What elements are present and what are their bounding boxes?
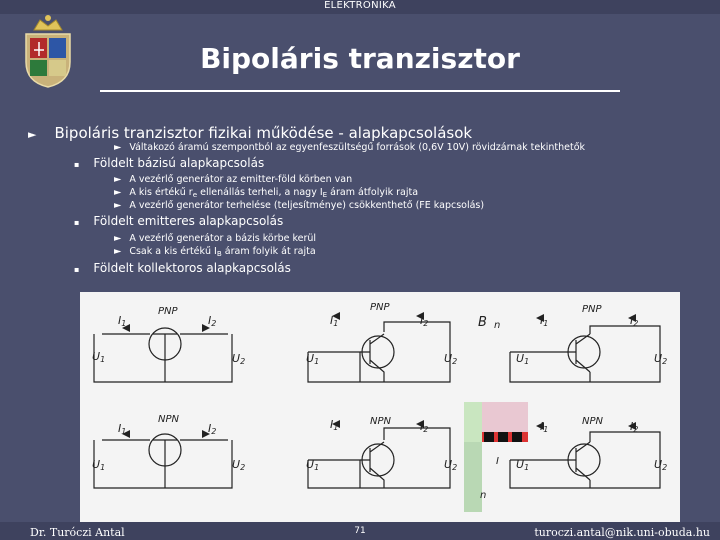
u1-label: U	[92, 458, 101, 471]
subscript: 2	[662, 357, 668, 366]
subscript: 2	[662, 463, 668, 472]
i2-label: I	[630, 314, 634, 327]
square-bullet-icon: ▪	[74, 265, 80, 274]
base-config-label: Földelt bázisú alapkapcsolás	[93, 156, 265, 170]
u2-label: U	[232, 352, 241, 365]
arrow-bullet-icon: ►	[114, 174, 122, 185]
subscript: B	[216, 249, 222, 258]
base-item-text: A vezérlő generátor terhelése (teljesítménye) csökkenthető (FE kapcsolás)	[129, 200, 485, 211]
u1-label: U	[516, 458, 525, 471]
subscript: 1	[100, 355, 106, 364]
i2-label: I	[630, 420, 634, 433]
u1-label: U	[92, 350, 101, 363]
author: Dr. Turóczi Antal	[30, 526, 125, 539]
note-bullet	[114, 142, 585, 153]
subscript: 2	[423, 425, 429, 434]
collector-config-label: Földelt kollektoros alapkapcsolás	[93, 261, 291, 275]
base-item-text: A vezérlő generátor az emitter-föld körben van	[129, 174, 353, 185]
base-item-text: A kis értékű r	[129, 187, 193, 198]
subscript: 1	[543, 319, 549, 328]
u2-label: U	[654, 352, 663, 365]
i2-label: I	[208, 314, 212, 327]
subscript: 2	[452, 357, 458, 366]
contact-block	[512, 432, 522, 442]
main-bullet-text: Bipoláris tranzisztor fizikai működése - alapkapcsolások	[54, 124, 473, 142]
emitter-item-2	[114, 246, 316, 258]
subscript: 1	[524, 357, 530, 366]
i1-label: I	[118, 314, 122, 327]
i1-label: I	[540, 420, 544, 433]
subscript: 2	[423, 319, 429, 328]
subscript: 2	[633, 425, 639, 434]
emitter-item-text: áram folyik át rajta	[221, 246, 316, 257]
contact-email[interactable]: turoczi.antal@nik.uni-obuda.hu	[534, 526, 710, 539]
u2-label: U	[444, 458, 453, 471]
university-crest-icon	[20, 12, 76, 88]
i1-label: I	[540, 314, 544, 327]
contact-block	[498, 432, 508, 442]
subscript: 1	[121, 319, 127, 328]
subscript: 2	[633, 319, 639, 328]
base-config-bullet	[74, 156, 264, 170]
base-item-text: áram átfolyik rajta	[327, 187, 419, 198]
subscript: 2	[452, 463, 458, 472]
i2-label: I	[208, 422, 212, 435]
arrow-bullet-icon: ►	[114, 187, 122, 198]
arrow-bullet-icon: ►	[114, 246, 122, 257]
i2-label: I	[420, 314, 424, 327]
pnp-label: PNP	[158, 306, 178, 317]
subscript: 2	[211, 427, 217, 436]
circuit-diagrams	[80, 292, 680, 522]
substrate-region	[464, 442, 482, 512]
page-number: 71	[354, 526, 366, 536]
subscript: E	[322, 190, 328, 199]
n-label: n	[480, 490, 487, 501]
arrow-bullet-icon: ►	[114, 233, 122, 244]
base-item-1	[114, 174, 352, 185]
subscript: 1	[314, 463, 320, 472]
base-item-text: ellenállás terheli, a nagy I	[197, 187, 323, 198]
square-bullet-icon: ▪	[74, 160, 80, 169]
npn-label: NPN	[582, 416, 603, 427]
i2-label: I	[420, 420, 424, 433]
arrow-bullet-icon: ►	[114, 200, 122, 211]
npn-label: NPN	[370, 416, 391, 427]
subscript: 1	[543, 425, 549, 434]
subscript: 1	[333, 423, 339, 432]
arrow-bullet-icon: ►	[114, 142, 122, 153]
slide-title: Bipoláris tranzisztor	[200, 42, 520, 75]
slide-header: ELEKTRONIKA	[324, 0, 396, 11]
subscript: 1	[333, 319, 339, 328]
u2-label: U	[654, 458, 663, 471]
emitter-item-text: A vezérlő generátor a bázis körbe kerül	[129, 233, 317, 244]
i1-label: I	[118, 422, 122, 435]
arrow-bullet-icon: ►	[28, 128, 37, 141]
emitter-item-1	[114, 233, 316, 244]
emitter-config-label: Földelt emitteres alapkapcsolás	[93, 214, 284, 228]
emitter-config-bullet	[74, 214, 283, 228]
note-text: Váltakozó áramú szempontból az egyenfeszültségű források (0,6V 10V) rövidzárnak tekinthetők	[129, 142, 586, 153]
square-bullet-icon: ▪	[74, 218, 80, 227]
i1-label: I	[330, 418, 334, 431]
emitter-item-text: Csak a kis értékű I	[129, 246, 217, 257]
p-region	[482, 402, 528, 432]
i1-label: I	[330, 314, 334, 327]
main-bullet	[28, 124, 472, 142]
u2-label: U	[232, 458, 241, 471]
subscript: e	[192, 190, 198, 199]
title-underline	[100, 90, 620, 92]
u1-label: U	[516, 352, 525, 365]
b-label: B	[478, 315, 487, 330]
subscript: 1	[314, 357, 320, 366]
pnp-label: PNP	[582, 304, 602, 315]
subscript: 2	[240, 357, 246, 366]
u1-label: U	[306, 352, 315, 365]
subscript: 2	[240, 463, 246, 472]
subscript: 1	[121, 427, 127, 436]
u1-label: U	[306, 458, 315, 471]
subscript: 2	[211, 319, 217, 328]
collector-config-bullet	[74, 261, 291, 275]
pnp-label: PNP	[370, 302, 390, 313]
subscript: 1	[524, 463, 530, 472]
base-item-3	[114, 200, 484, 211]
subscript: 1	[100, 463, 106, 472]
ic-label: I	[496, 456, 499, 467]
contact-block	[484, 432, 494, 442]
n-region	[464, 402, 482, 442]
u2-label: U	[444, 352, 453, 365]
npn-label: NPN	[158, 414, 179, 425]
base-item-2	[114, 187, 418, 199]
n-label: n	[494, 320, 501, 331]
